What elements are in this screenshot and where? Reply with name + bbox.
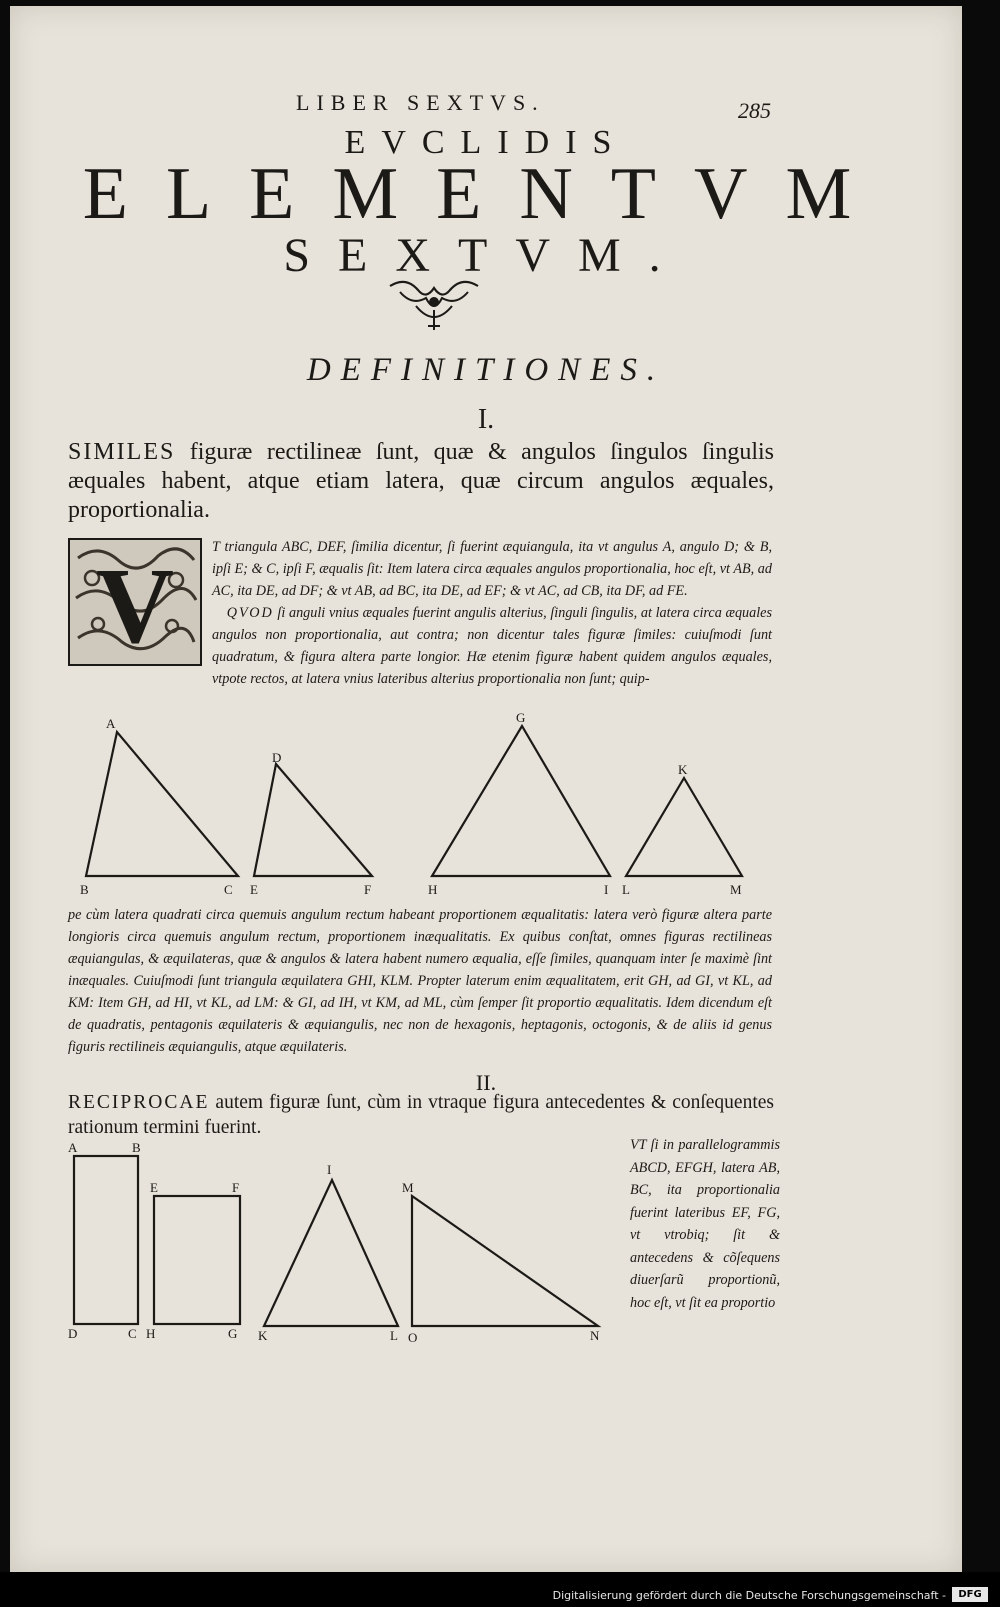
label-tri6-m: M (402, 1180, 414, 1195)
commentary-text-1: T triangula ABC, DEF, ſimilia dicentur, ſi fuerint æquiangula, ita vt angulus A, angulo D; & B, ipſi E; & C, ipſi F, æqualis ſit: Item latera circa æquales angulos proportionalia, hoc eſt, vt AB, ad AC, ita DE, ad DF; & vt AB, ad BC, ita DE, ad EF; & vt AC, ad CB, ita DF, ad FE. (212, 539, 772, 599)
section-heading: DEFINITIONES. (306, 352, 666, 388)
book-subtitle-heading: SEXTVM. (283, 229, 689, 282)
label-tri5-l: L (390, 1328, 398, 1343)
rectangle-efgh (154, 1196, 240, 1324)
label-h: H (428, 882, 438, 897)
book-title-heading: ELEMENTVM (82, 153, 890, 235)
definition-numeral: I. (477, 404, 495, 435)
label-tri6-o: O (408, 1330, 418, 1345)
page-number: 285 (738, 98, 771, 123)
rectangle-abcd (74, 1156, 138, 1324)
triangle-ikl (264, 1180, 398, 1326)
label-f: F (364, 882, 372, 897)
label-tri5-k: K (258, 1328, 268, 1343)
label-m: M (730, 882, 742, 897)
commentary-text-2: ſi anguli vnius æquales fuerint angulis alterius, ſinguli ſingulis, at latera circa æquales angulos non proportionalia, aut contra; non dicentur tales figuræ ſimiles: cuiuſmodi ſunt quadratum, & figura altera parte longior. Hæ etenim figuræ habent quidem angulos æquales, vtpote rectos, at latera vnius lateribus alterius proportionalia non ſunt; quip- (212, 605, 772, 687)
book-author-heading: EVCLIDIS (344, 124, 628, 161)
label-e: E (250, 882, 258, 897)
label-rect-d: D (68, 1326, 78, 1341)
label-rect-e: E (150, 1180, 158, 1195)
label-tri5-i: I (327, 1162, 332, 1177)
triangle-mon (412, 1196, 598, 1326)
definition-2-body: autem figuræ ſunt, cùm in vtraque figura antecedentes & conſequentes rationum termini fuerint. (68, 1092, 774, 1138)
triangle-klm (626, 778, 742, 876)
label-a: A (106, 716, 116, 731)
triangle-ghi (432, 726, 610, 876)
label-i: I (604, 882, 609, 897)
label-rect-h: H (146, 1326, 156, 1341)
label-rect-b: B (132, 1140, 141, 1155)
commentary-paragraph-4: VT ſi in parallelogrammis ABCD, EFGH, latera AB, BC, ita proportionalia fuerint lateribus EF, FG, vt vtrobiq; ſit & antecedens & cõſequens diuerſarũ proportionũ, hoc eſt, vt ſit ea proportio (630, 1137, 780, 1311)
label-c: C (224, 882, 233, 897)
label-tri6-n: N (590, 1328, 600, 1343)
book-page (10, 6, 962, 1572)
definition-lead-word: SIMILES (68, 439, 176, 465)
definition-2-lead-word: RECIPROCAE (68, 1092, 210, 1113)
running-title: LIBER SEXTVS. (296, 90, 545, 115)
label-rect-f: F (232, 1180, 240, 1195)
definition-body: figuræ rectilineæ ſunt, quæ & angulos ſingulos ſingulis æquales habent, atque etiam latera, quæ circum angulos æquales, proportionalia. (68, 439, 774, 523)
commentary-paragraph-3: pe cùm latera quadrati circa quemuis angulum rectum habeant proportionem æqualitatis: latera verò figuræ altera parte longioris circa quemuis angulum rectum, proportionem inæqualitatis. Ex quibus conſtat, omnes figuras rectilineas æquiangulas, & æquilateras, quæ & angulos & latera habent numero æqualia, eſſe ſimiles, quanquam inter ſe maximè ſint inæquales. Cuiuſmodi ſunt triangula æquilatera GHI, KLM. Propter laterum enim æqualitatem, erit GH, ad GI, vt KL, ad KM: Item GH, ad HI, vt KL, ad LM: & GI, ad IH, vt KM, ad ML, cùm ſemper ſit proportio æqualitatis. Idem dicendum eſt de quadratis, pentagonis æquilateris & æquiangulis, nec non de hexagonis, heptagonis, octogonis, & de aliis id genus figuris rectilineis æquiangulis, atque æquilateris. (68, 907, 772, 1055)
label-rect-g: G (228, 1326, 238, 1341)
footer-bar (0, 1572, 1000, 1607)
label-g: G (516, 710, 526, 725)
label-rect-c: C (128, 1326, 137, 1341)
label-rect-a: A (68, 1140, 78, 1155)
triangle-abc (86, 732, 238, 876)
label-l: L (622, 882, 630, 897)
label-b: B (80, 882, 89, 897)
geometric-figures (10, 6, 962, 1572)
dfg-logo: DFG (952, 1587, 988, 1602)
triangle-def (254, 764, 372, 876)
label-d: D (272, 750, 282, 765)
definition-2-numeral: II. (475, 1070, 497, 1095)
label-k: K (678, 762, 688, 777)
drop-cap-letter: V (96, 547, 174, 666)
commentary-lead-word: QVOD (226, 605, 274, 621)
footer-credit: Digitalisierung gefördert durch die Deutsche Forschungsgemeinschaft - (552, 1589, 946, 1602)
